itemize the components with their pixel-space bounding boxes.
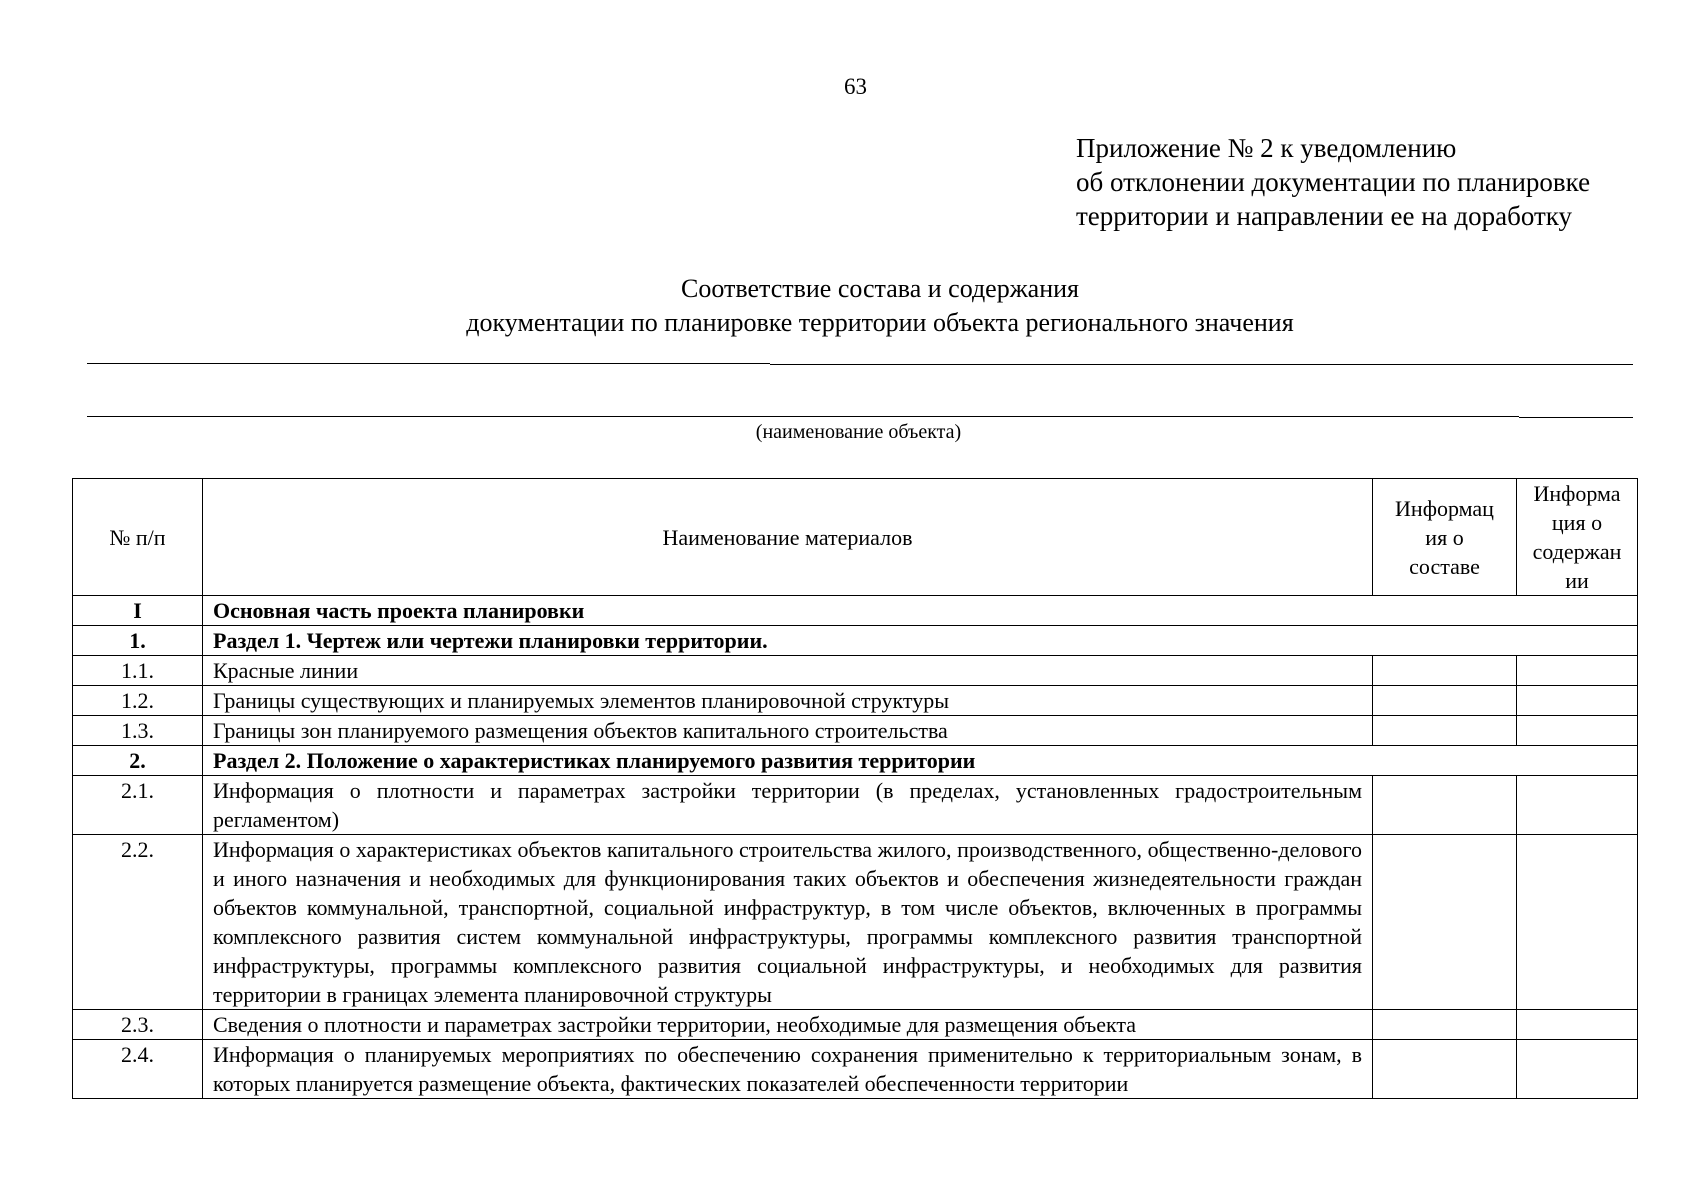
blank-fill-line xyxy=(1519,417,1633,418)
header-info-composition xyxy=(1373,479,1517,596)
table-section-row xyxy=(73,596,1638,626)
content-info-cell[interactable] xyxy=(1517,1040,1638,1099)
table-row xyxy=(73,656,1638,686)
document-title xyxy=(0,272,1697,340)
header-info-content xyxy=(1517,479,1638,596)
section-title: Раздел 2. Положение о характеристиках планируемого развития территории xyxy=(203,746,1638,776)
row-number: 2.2. xyxy=(73,835,203,1010)
row-number: 1. xyxy=(73,626,203,656)
composition-info-cell[interactable] xyxy=(1373,1040,1517,1099)
appendix-line: об отклонении документации по планировке xyxy=(1076,167,1591,197)
appendix-note xyxy=(1076,131,1590,233)
table-row xyxy=(73,716,1638,746)
content-info-cell[interactable] xyxy=(1517,686,1638,716)
materials-table xyxy=(72,478,1638,1099)
header-text-line: Информац xyxy=(1395,495,1494,521)
composition-info-cell[interactable] xyxy=(1373,686,1517,716)
material-name: Информация о плотности и параметрах застройки территории (в пределах, установленных градостроительным регламентом) xyxy=(203,776,1373,835)
title-line-2: документации по планировке территории объекта регионального значения xyxy=(466,308,1294,337)
header-text-line: ии xyxy=(1565,568,1589,593)
header-text-line: содержан xyxy=(1532,539,1622,564)
content-info-cell[interactable] xyxy=(1517,716,1638,746)
material-name: Границы зон планируемого размещения объектов капитального строительства xyxy=(203,716,1373,746)
blank-fill-line xyxy=(770,364,1633,365)
row-number: 2.1. xyxy=(73,776,203,835)
table-row xyxy=(73,835,1638,1010)
material-name: Информация о планируемых мероприятиях по обеспечению сохранения применительно к территориальным зонам, в которых планируется размещение объекта, фактических показателей обеспеченности территории xyxy=(203,1040,1373,1099)
table-row xyxy=(73,1010,1638,1040)
table-header-row xyxy=(73,479,1638,596)
row-number: 2. xyxy=(73,746,203,776)
composition-info-cell[interactable] xyxy=(1373,1010,1517,1040)
appendix-line: территории и направлении ее на доработку xyxy=(1076,201,1573,231)
header-text-line: ия о xyxy=(1425,524,1464,550)
content-info-cell[interactable] xyxy=(1517,835,1638,1010)
object-name-caption: (наименование объекта) xyxy=(755,421,962,443)
table-row xyxy=(73,686,1638,716)
row-number: 2.3. xyxy=(73,1010,203,1040)
header-text-line: составе xyxy=(1409,553,1480,579)
row-number: 1.1. xyxy=(73,656,203,686)
table-row xyxy=(73,1040,1638,1099)
content-info-cell[interactable] xyxy=(1517,656,1638,686)
row-number: 2.4. xyxy=(73,1040,203,1099)
table-section-row xyxy=(73,626,1638,656)
section-title: Основная часть проекта планировки xyxy=(203,596,1638,626)
row-number: 1.3. xyxy=(73,716,203,746)
page-number: 63 xyxy=(844,74,867,99)
content-info-cell[interactable] xyxy=(1517,776,1638,835)
header-text-line: Информа xyxy=(1533,481,1621,506)
material-name: Красные линии xyxy=(203,656,1373,686)
header-text-line: ция о xyxy=(1551,510,1603,535)
blank-fill-line xyxy=(87,363,770,364)
title-line-1: Соответствие состава и содержания xyxy=(680,274,1080,303)
row-number: I xyxy=(73,596,203,626)
appendix-line: Приложение № 2 к уведомлению xyxy=(1076,133,1457,163)
table-row xyxy=(73,776,1638,835)
material-name: Информация о характеристиках объектов капитального строительства жилого, производственного, общественно-делового и иного назначения и необходимых для функционирования таких объектов и обеспечения жизнедеятельности граждан объектов коммунальной, транспортной, социальной инфраструктур, в том числе объектов, включенных в программы комплексного развития систем коммунальной инфраструктуры, программы комплексного развития транспортной инфраструктуры, программы комплексного развития социальной инфраструктуры, и необходимых для развития территории в границах элемента планировочной структуры xyxy=(203,835,1373,1010)
material-name: Границы существующих и планируемых элементов планировочной структуры xyxy=(203,686,1373,716)
row-number: 1.2. xyxy=(73,686,203,716)
blank-fill-line xyxy=(87,416,1519,417)
composition-info-cell[interactable] xyxy=(1373,656,1517,686)
composition-info-cell[interactable] xyxy=(1373,835,1517,1010)
header-number: № п/п xyxy=(73,479,203,596)
table-section-row xyxy=(73,746,1638,776)
material-name: Сведения о плотности и параметрах застройки территории, необходимые для размещения объекта xyxy=(203,1010,1373,1040)
section-title: Раздел 1. Чертеж или чертежи планировки территории. xyxy=(203,626,1638,656)
header-name: Наименование материалов xyxy=(203,479,1373,596)
composition-info-cell[interactable] xyxy=(1373,716,1517,746)
content-info-cell[interactable] xyxy=(1517,1010,1638,1040)
composition-info-cell[interactable] xyxy=(1373,776,1517,835)
